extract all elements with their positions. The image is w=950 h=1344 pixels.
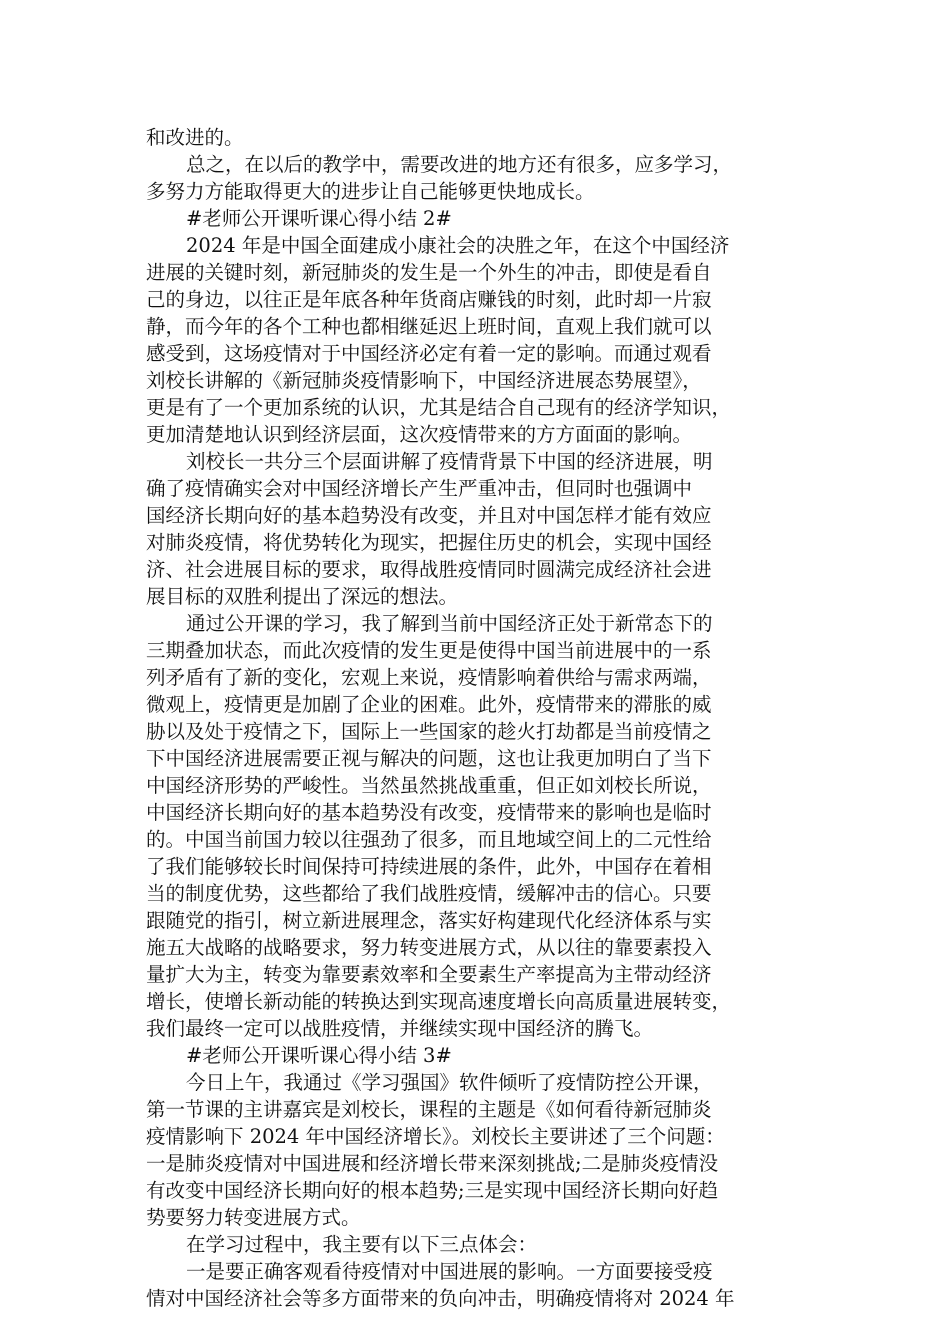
- paragraph-first-line: 今日上午，我通过《学习强国》软件倾听了疫情防控公开课，: [186, 1071, 713, 1094]
- text-line: 刘校长讲解的《新冠肺炎疫情影响下，中国经济进展态势展望》，: [146, 369, 702, 392]
- text-line: 国经济长期向好的基本趋势没有改变，并且对中国怎样才能有效应: [146, 504, 712, 527]
- text-line: 情对中国经济社会等多方面带来的负向冲击，明确疫情将对 2024 年: [146, 1287, 735, 1310]
- text-line: 中国经济长期向好的基本趋势没有改变，疫情带来的影响也是临时: [146, 801, 712, 824]
- text-line: 和改进的。: [146, 126, 244, 149]
- text-line: 更加清楚地认识到经济层面，这次疫情带来的方方面面的影响。: [146, 423, 693, 446]
- paragraph-first-line: 2024 年是中国全面建成小康社会的决胜之年，在这个中国经济: [186, 234, 730, 257]
- paragraph-first-line: 在学习过程中，我主要有以下三点体会：: [186, 1233, 538, 1256]
- text-line: 三期叠加状态，而此次疫情的发生更是使得中国当前进展中的一系: [146, 639, 712, 662]
- text-line: 列矛盾有了新的变化，宏观上来说，疫情影响着供给与需求两端，: [146, 666, 712, 689]
- paragraph-first-line: 通过公开课的学习，我了解到当前中国经济正处于新常态下的: [186, 612, 713, 635]
- text-line: 确了疫情确实会对中国经济增长产生严重冲击，但同时也强调中: [146, 477, 693, 500]
- text-line: 我们最终一定可以战胜疫情，并继续实现中国经济的腾飞。: [146, 1017, 654, 1040]
- text-line: 疫情影响下 2024 年中国经济增长》。刘校长主要讲述了三个问题：: [146, 1125, 725, 1148]
- text-line: 的。中国当前国力较以往强劲了很多，而且地域空间上的二元性给: [146, 828, 712, 851]
- text-line: 增长，使增长新动能的转换达到实现高速度增长向高质量进展转变，: [146, 990, 732, 1013]
- text-line: 更是有了一个更加系统的认识，尤其是结合自己现有的经济学知识，: [146, 396, 732, 419]
- text-line: 跟随党的指引，树立新进展理念，落实好构建现代化经济体系与实: [146, 909, 712, 932]
- text-line: 对肺炎疫情，将优势转化为现实，把握住历史的机会，实现中国经: [146, 531, 712, 554]
- text-line: 当的制度优势，这些都给了我们战胜疫情，缓解冲击的信心。只要: [146, 882, 712, 905]
- text-line: 己的身边，以往正是年底各种年货商店赚钱的时刻，此时却一片寂: [146, 288, 712, 311]
- text-line: 展目标的双胜利提出了深远的想法。: [146, 585, 459, 608]
- text-line: 下中国经济进展需要正视与解决的问题，这也让我更加明白了当下: [146, 747, 712, 770]
- text-line: 多努力方能取得更大的进步让自己能够更快地成长。: [146, 180, 595, 203]
- text-line: 施五大战略的战略要求，努力转变进展方式，从以往的靠要素投入: [146, 936, 712, 959]
- section-heading: #老师公开课听课心得小结 3#: [186, 1044, 452, 1067]
- text-line: 一是肺炎疫情对中国进展和经济增长带来深刻挑战;二是肺炎疫情没: [146, 1152, 719, 1175]
- text-line: 中国经济形势的严峻性。当然虽然挑战重重，但正如刘校长所说，: [146, 774, 712, 797]
- text-line: 胁以及处于疫情之下，国际上一些国家的趁火打劫都是当前疫情之: [146, 720, 712, 743]
- text-line: 感受到，这场疫情对于中国经济必定有着一定的影响。而通过观看: [146, 342, 712, 365]
- text-line: 了我们能够较长时间保持可持续进展的条件，此外，中国存在着相: [146, 855, 712, 878]
- text-line: 量扩大为主，转变为靠要素效率和全要素生产率提高为主带动经济: [146, 963, 712, 986]
- text-line: 静，而今年的各个工种也都相继延迟上班时间，直观上我们就可以: [146, 315, 712, 338]
- paragraph-first-line: 刘校长一共分三个层面讲解了疫情背景下中国的经济进展，明: [186, 450, 713, 473]
- paragraph-first-line: 一是要正确客观看待疫情对中国进展的影响。一方面要接受疫: [186, 1260, 713, 1283]
- section-heading: #老师公开课听课心得小结 2#: [186, 207, 452, 230]
- text-line: 第一节课的主讲嘉宾是刘校长，课程的主题是《如何看待新冠肺炎: [146, 1098, 712, 1121]
- text-line: 势要努力转变进展方式。: [146, 1206, 361, 1229]
- text-line: 济、社会进展目标的要求，取得战胜疫情同时圆满完成经济社会进: [146, 558, 712, 581]
- text-line: 微观上，疫情更是加剧了企业的困难。此外，疫情带来的滞胀的威: [146, 693, 712, 716]
- text-line: 进展的关键时刻，新冠肺炎的发生是一个外生的冲击，即使是看自: [146, 261, 712, 284]
- paragraph-first-line: 总之，在以后的教学中，需要改进的地方还有很多，应多学习，: [186, 153, 733, 176]
- text-line: 有改变中国经济长期向好的根本趋势;三是实现中国经济长期向好趋: [146, 1179, 719, 1202]
